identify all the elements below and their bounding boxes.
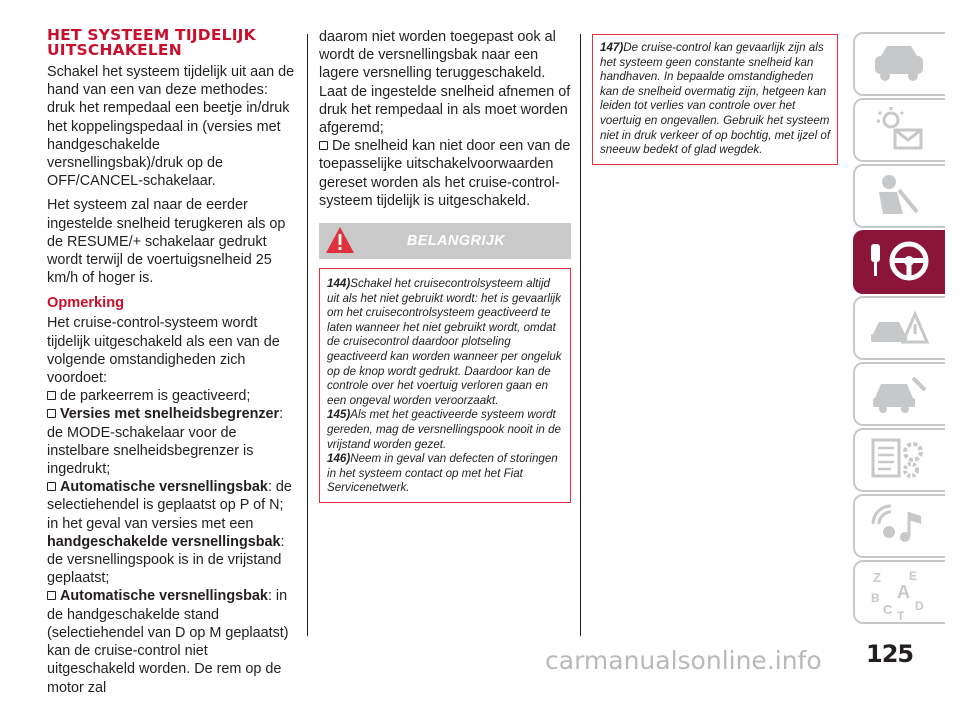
warning-header xyxy=(319,223,571,259)
subheading-opmerking: Opmerking xyxy=(47,295,125,312)
tab-index[interactable] xyxy=(853,560,945,624)
car-dashboard-icon xyxy=(869,40,929,86)
column-divider xyxy=(307,34,308,636)
tab-starting-driving[interactable] xyxy=(853,230,945,294)
note-item: 145)Als met het geactiveerde systeem wordt gereden, mag de versnellingspook nooit in de vrijstand worden gezet. xyxy=(327,408,561,451)
svg-text:T: T xyxy=(897,609,905,620)
seat-safety-airbag-icon xyxy=(869,172,929,218)
roadside-emergency-icon xyxy=(869,304,929,350)
paragraph: Schakel het systeem tijdelijk uit aan de hand van een van deze methodes: druk het rempedaal een beetje in/druk het koppelingspedaal in (versies met handgeschakelde versnellingsbak)/druk op de OFF/CANCEL-schakelaar. xyxy=(47,64,295,190)
tab-warning-lights[interactable] xyxy=(853,98,945,162)
checkbox-bullet-icon xyxy=(47,391,56,400)
list-item: de parkeerrem is geactiveerd; xyxy=(47,387,297,405)
svg-text:Z: Z xyxy=(873,570,881,585)
multimedia-icon xyxy=(869,502,929,548)
svg-text:A: A xyxy=(897,582,910,602)
alphabetical-index-icon xyxy=(869,568,929,620)
checkbox-bullet-icon xyxy=(47,482,56,491)
warning-lights-message-icon xyxy=(869,106,929,152)
paragraph: Het systeem zal naar de eerder ingestelde snelheid terugkeren als op de RESUME/+ schakelaar gedrukt wordt terwijl de voertuigsnelheid 25 km/h of hoger is. xyxy=(47,197,286,287)
tab-maintenance[interactable] xyxy=(853,362,945,426)
warning-box xyxy=(592,34,838,165)
svg-text:B: B xyxy=(871,591,880,605)
list-item: Automatische versnellingsbak: in de handgeschakelde stand (selectiehendel van D op M geplaatst) kan de cruise-control niet uitgeschakeld worden. De rem op de motor zal xyxy=(47,588,289,696)
tab-dashboard[interactable] xyxy=(853,32,945,96)
checkbox-bullet-icon xyxy=(319,141,328,150)
list-item: Automatische versnellingsbak: de selectiehendel is geplaatst op P of N; in het geval van versies met een handgeschakelde versnellingsbak: de versnellingspook is in de vrijstand geplaatst; xyxy=(47,479,292,587)
key-steering-wheel-icon xyxy=(869,238,931,284)
svg-text:C: C xyxy=(883,602,893,617)
svg-text:D: D xyxy=(915,599,924,613)
note-item: 146)Neem in geval van defecten of storingen in het systeem contact op met het Fiat Servicenetwerk. xyxy=(327,452,558,495)
tab-emergency[interactable] xyxy=(853,296,945,360)
tab-technical-data[interactable] xyxy=(853,428,945,492)
tab-safety[interactable] xyxy=(853,164,945,228)
column-middle xyxy=(319,28,571,503)
warning-label: BELANGRIJK xyxy=(406,233,506,250)
watermark-text: carmanualsonline.info xyxy=(545,646,822,675)
paragraph: Het cruise-control-systeem wordt tijdelijk uitgeschakeld als een van de volgende omstandigheden zich voordoet: xyxy=(47,315,280,387)
body-text xyxy=(319,28,571,210)
column-right xyxy=(592,34,838,165)
note-item: 144)Schakel het cruisecontrolsysteem altijd uit als het niet gebruikt wordt: het is gevaarlijk om het cruisecontrolsysteem geactiveerd te laten wanneer het niet gebruikt wordt, omdat de cruisecontrol daardoor plotseling geactiveerd kan worden wanneer per ongeluk op de knop wordt gedrukt. Daardoor kan de controle over het voertuig verloren gaan en een ongeval worden veroorzaakt. xyxy=(327,277,562,407)
column-divider xyxy=(580,34,581,636)
checkbox-bullet-icon xyxy=(47,409,56,418)
warning-box xyxy=(319,268,571,503)
list-item: De snelheid kan niet door een van de toepasselijke uitschakelvoorwaarden gereset worden als het cruise-control-systeem tijdelijk is uitgeschakeld. xyxy=(319,138,571,209)
page-number: 125 xyxy=(866,640,914,668)
body-text xyxy=(47,314,297,696)
tab-multimedia[interactable] xyxy=(853,494,945,558)
specifications-gears-icon xyxy=(869,436,929,482)
paragraph: daarom niet worden toegepast ook al wordt de versnellingsbak naar een lagere versnelling teruggeschakeld. Laat de ingestelde snelheid afnemen of druk het rempedaal in als moet worden afgeremd; xyxy=(319,29,571,137)
section-title: HET SYSTEEM TIJDELIJK UITSCHAKELEN xyxy=(47,26,256,59)
list-item: Versies met snelheidsbegrenzer: de MODE-schakelaar voor de instelbare snelheidsbegrenzer is ingedrukt; xyxy=(47,406,284,478)
checkbox-bullet-icon xyxy=(47,591,56,600)
maintenance-car-icon xyxy=(869,370,929,416)
body-text xyxy=(47,63,297,287)
svg-text:E: E xyxy=(909,569,918,583)
column-left xyxy=(47,28,297,703)
note-item: 147)De cruise-control kan gevaarlijk zijn als het systeem geen constante snelheid kan handhaven. In bepaalde omstandigheden kan de snelheid overmatig zijn, hetgeen kan leiden tot verlies van controle over het voertuig en ongevallen. Gebruik het systeem niet in druk verkeer of op bochtig, met ijzel of sneeuw bedekt of glad wegdek. xyxy=(600,41,831,157)
